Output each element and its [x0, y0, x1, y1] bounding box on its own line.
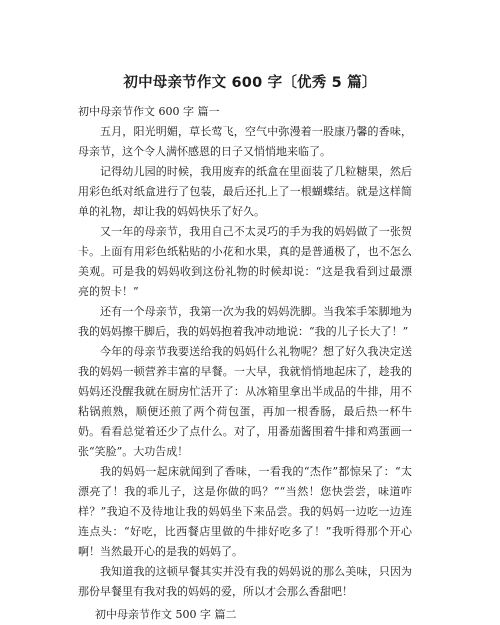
- document-body: [78, 122, 412, 602]
- paragraph: 我的妈妈一起床就闻到了香味，一看我的“杰作”都惊呆了：“太漂亮了！我的乖儿子，这是你做的吗？”“当然！您快尝尝，味道咋样？”我迫不及待地让我的妈妈坐下来品尝。我的妈妈一边吃一边连连点头：“好吃，比西餐店里做的牛排好吃多了！”我听得那个开心啊！当然最开心的是我的妈妈了。: [78, 465, 412, 558]
- paragraph: 五月，阳光明媚，草长莺飞，空气中弥漫着一股康乃馨的香味，母亲节，这个令人满怀感恩的日子又悄悄地来临了。: [78, 125, 412, 158]
- paragraph: 我知道我的这顿早餐其实并没有我的妈妈说的那么美味，只因为那份早餐里有我对我的妈妈的爱，所以才会那么香甜吧！: [78, 565, 412, 598]
- section-heading-1: 初中母亲节作文 600 字 篇一: [78, 105, 220, 118]
- section-heading-2: 初中母亲节作文 500 字 篇二: [95, 608, 237, 621]
- paragraph: 记得幼儿园的时候，我用废弃的纸盒在里面装了几粒糖果，然后用彩色纸对纸盒进行了包装，最后还扎上了一根蝴蝶结。就是这样简单的礼物，却让我的妈妈快乐了好久。: [78, 165, 412, 218]
- paragraph: 还有一个母亲节，我第一次为我的妈妈洗脚。当我笨手笨脚地为我的妈妈擦干脚后，我的妈妈抱着我冲动地说：“我的儿子长大了！”: [78, 305, 412, 338]
- paragraph: 今年的母亲节我要送给我的妈妈什么礼物呢？想了好久我决定送我的妈妈一顿营养丰富的早餐。一大早，我就悄悄地起床了，趁我的妈妈还没醒我就在厨房忙活开了：从冰箱里拿出半成品的牛排，用不粘锅煎熟，顺便还煎了两个荷包蛋，再加一根香肠，最后热一杯牛奶。看看总觉着还少了点什么。对了，用番茄酱围着牛排和鸡蛋画一张“笑脸”。大功告成！: [78, 345, 412, 458]
- paragraph: 又一年的母亲节，我用自己不太灵巧的手为我的妈妈做了一张贺卡。上面有用彩色纸粘贴的小花和水果，真的是普通极了，也不怎么美观。可是我的妈妈收到这份礼物的时候却说：“这是我看到过最漂亮的贺卡！”: [78, 225, 412, 298]
- document-title: 初中母亲节作文 600 字〔优秀 5 篇〕: [123, 75, 377, 91]
